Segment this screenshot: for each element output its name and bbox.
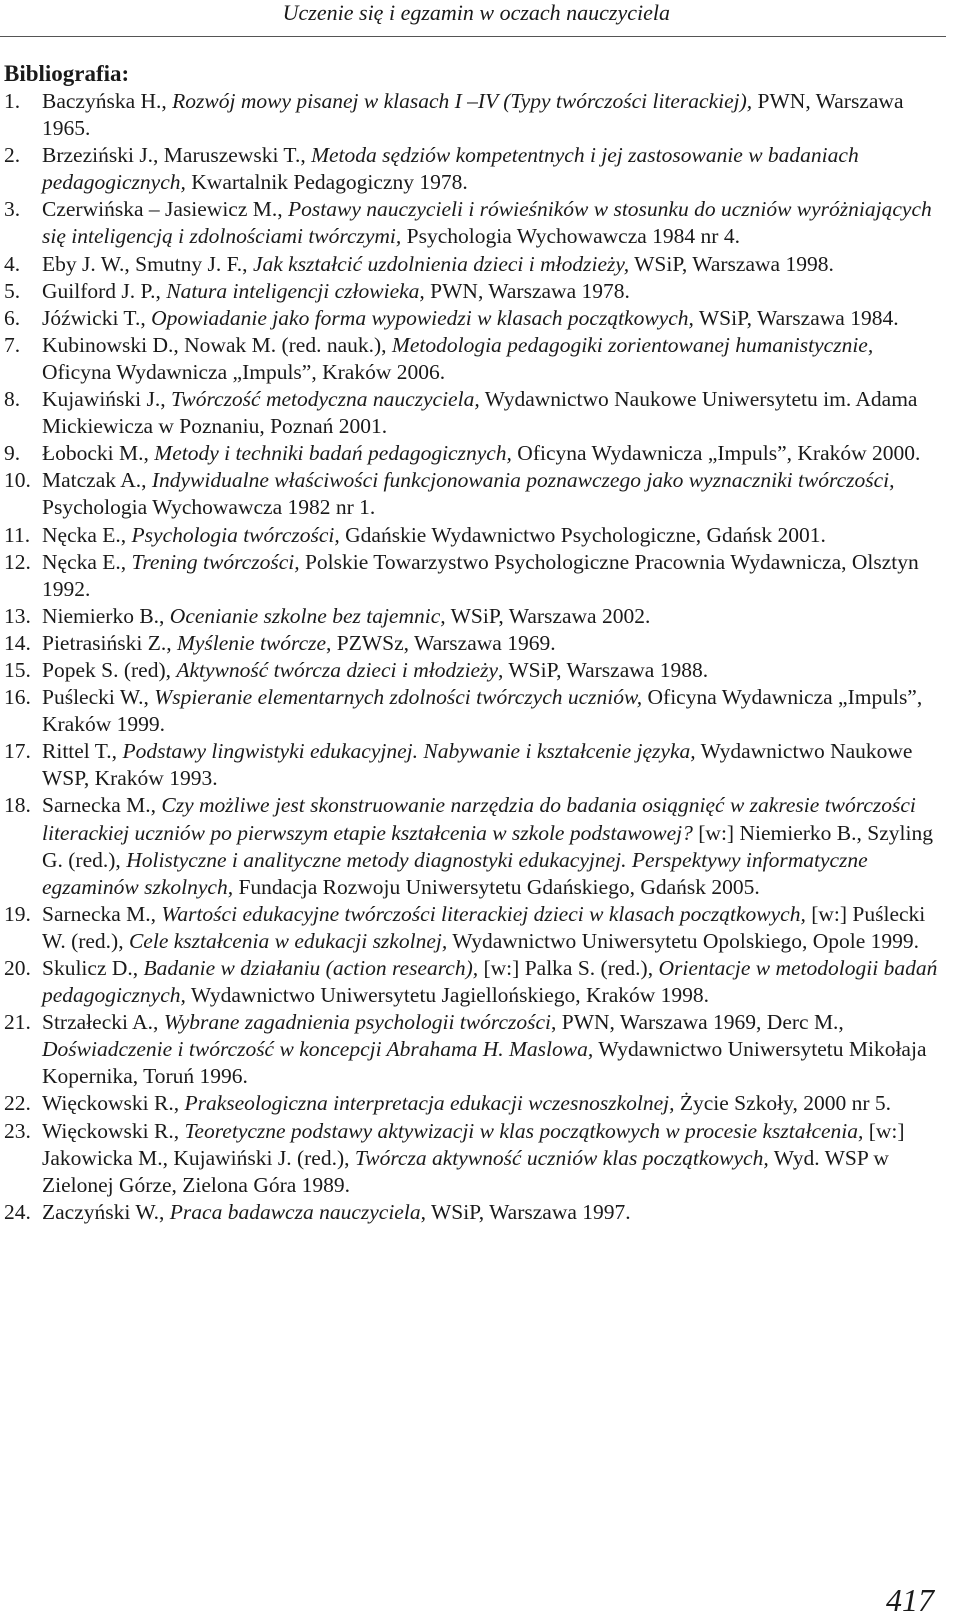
entry-text: Rittel T., [42,739,123,764]
page-number: 417 [886,1582,934,1618]
entry-text: [w:] Jakowicka M., Kujawiński J. (red.), [42,1118,905,1170]
bibliography-section [4,60,942,1226]
entry-text: Wyd. WSP w Zielonej Górze, Zielona Góra 1989. [42,1145,889,1197]
entry-text: WSiP, Warszawa 1984. [693,305,899,330]
bibliography-entry [4,1090,942,1117]
bibliography-entry [4,792,942,900]
bibliography-entry [4,549,942,603]
entry-text: Fundacja Rozwoju Uniwersytetu Gdańskiego, Gdańsk 2005. [233,874,760,899]
bibliography-entry [4,522,942,549]
entry-title-italic: Prakseologiczna interpretacja edukacji wczesnoszkolnej, [184,1091,675,1116]
entry-number: 11. [4,522,31,547]
bibliography-entry [4,657,942,684]
entry-text: Wydawnictwo Uniwersytetu Mikołaja Kopernika, Toruń 1996. [42,1037,927,1089]
entry-number: 10. [4,468,31,493]
entry-text: , PWN, Warszawa 1969, Derc M., [550,1010,844,1035]
bibliography-entry [4,684,942,738]
entry-number: 8. [4,387,21,412]
entry-text: Oficyna Wydawnicza „Impuls”, Kraków 2000. [511,441,921,466]
entry-title-italic: Badanie w działaniu (action research), [143,956,479,980]
bibliography-entry [4,440,942,467]
entry-number: 17. [4,739,31,764]
entry-text: , PZWSz, Warszawa 1969. [326,630,556,655]
entry-text: Wydawnictwo Naukowe WSP, Kraków 1993. [42,739,913,791]
bibliography-entry [4,1009,942,1090]
entry-text: Polskie Towarzystwo Psychologiczne Pracownia Wydawnicza, Olsztyn 1992. [42,549,919,601]
entry-text: [w:] Niemierko B., Szyling G. (red.), [42,820,933,872]
entry-title-italic: Metodologia pedagogiki zorientowanej humanistycznie, [391,332,874,357]
entry-text: PWN, Warszawa 1965. [42,89,904,141]
entry-text: Pietrasiński Z., [42,630,177,655]
running-header: Uczenie się i egzamin w oczach nauczyciela [282,0,670,25]
entry-text: Oficyna Wydawnicza „Impuls”, Kraków 1999. [42,685,923,737]
bibliography-heading: Bibliografia: [4,61,130,86]
entry-text: [w:] Palka S. (red.), [478,956,659,980]
bibliography-entry [4,738,942,792]
entry-text: Puślecki W., [42,685,155,710]
entry-number: 5. [4,278,21,303]
entry-title-italic: Doświadczenie i twórczość w koncepcji Abrahama H. Maslowa, [42,1037,594,1062]
bibliography-list [4,88,942,1226]
entry-text: Psychologia Wychowawcza 1982 nr 1. [42,495,376,520]
entry-text: WSiP, Warszawa 2002. [445,603,651,628]
entry-text: Brzeziński J., Maruszewski T., [42,143,312,168]
entry-number: 6. [4,305,21,330]
entry-title-italic: Czy możliwe jest skonstruowanie narzędzia do badania osiągnięć w zakresie twórczości literackiej uczniów po pierwszym etapie kształcenia w szkole podstawowej? [42,793,916,845]
entry-title-italic: Podstawy lingwistyki edukacyjnej. Nabywanie i kształcenie języka, [122,739,696,764]
bibliography-entry [4,386,942,440]
entry-title-italic: Wybrane zagadnienia psychologii twórczości [163,1010,551,1035]
entry-number: 13. [4,603,31,628]
entry-title-italic: Natura inteligencji człowieka, [166,278,425,303]
entry-number: 22. [4,1091,31,1116]
bibliography-entry [4,467,942,521]
entry-text: Jóźwicki T., [42,305,152,330]
entry-text: Sarnecka M., [42,793,162,818]
bibliography-entry [4,1199,942,1226]
entry-text: PWN, Warszawa 1978. [424,278,630,303]
entry-title-italic: Twórczość metodyczna nauczyciela, [171,387,480,412]
entry-number: 14. [4,630,31,655]
entry-title-italic: Rozwój mowy pisanej w klasach I –IV (Typy twórczości literackiej), [172,89,753,113]
entry-title-italic: Indywidualne właściwości funkcjonowania poznawczego jako wyznaczniki twórczości, [151,468,895,493]
entry-title-italic: Opowiadanie jako forma wypowiedzi w klasach początkowych, [151,305,694,330]
entry-text: Kujawiński J., [42,387,171,412]
entry-title-italic: Ocenianie szkolne bez tajemnic, [169,603,446,628]
entry-text: Eby J. W., Smutny J. F., [42,251,253,276]
bibliography-entry [4,251,942,278]
entry-text: Łobocki M., [42,441,155,466]
entry-text: Wydawnictwo Uniwersytetu Opolskiego, Opole 1999. [447,928,920,953]
entry-text: Nęcka E., [42,549,132,574]
entry-title-italic: Jak kształcić uzdolnienia dzieci i młodzieży, [252,251,630,276]
entry-text: Strzałecki A., [42,1010,164,1035]
header-rule [0,36,946,37]
entry-text: Psychologia Wychowawcza 1984 nr 4. [401,224,740,249]
entry-title-italic: Wspieranie elementarnych zdolności twórczych uczniów, [154,685,643,710]
entry-text: Sarnecka M., [42,901,162,926]
entry-title-italic: Orientacje w metodologii badań pedagogicznych, [42,956,938,1008]
entry-text: , WSiP, Warszawa 1997. [420,1199,631,1224]
entry-text: Życie Szkoły, 2000 nr 5. [674,1091,892,1116]
entry-number: 3. [4,197,21,222]
entry-text: Więckowski R., [42,1091,185,1116]
entry-number: 21. [4,1010,31,1035]
entry-text: Czerwińska – Jasiewicz M., [42,197,288,222]
entry-title-italic: Metody i techniki badań pedagogicznych, [154,441,512,466]
entry-title-italic: Cele kształcenia w edukacji szkolnej, [128,928,448,953]
entry-title-italic: Aktywność twórcza dzieci i młodzieży [176,657,499,682]
entry-title-italic: Twórcza aktywność uczniów klas początkowych, [354,1145,769,1170]
bibliography-entry [4,196,942,250]
entry-title-italic: Wartości edukacyjne twórczości literackiej dzieci w klasach początkowych, [161,901,806,926]
bibliography-entry [4,630,942,657]
bibliography-entry [4,901,942,955]
bibliography-entry [4,955,942,1009]
entry-number: 4. [4,251,21,276]
entry-text: Baczyńska H., [42,89,173,113]
entry-text: Kwartalnik Pedagogiczny 1978. [185,170,468,195]
entry-text: Gdańskie Wydawnictwo Psychologiczne, Gdańsk 2001. [339,522,826,547]
entry-text: Kubinowski D., Nowak M. (red. nauk.), [42,332,392,357]
bibliography-entry [4,305,942,332]
entry-number: 15. [4,657,31,682]
entry-text: Wydawnictwo Uniwersytetu Jagiellońskiego, Kraków 1998. [185,983,710,1008]
bibliography-entry [4,88,942,142]
entry-number: 12. [4,549,31,574]
entry-title-italic: Holistyczne i analityczne metody diagnostyki edukacyjnej. Perspektywy informatyczne egzaminów szkolnych, [42,847,868,899]
entry-text: Matczak A., [42,468,152,493]
entry-text: Niemierko B., [42,603,170,628]
entry-number: 24. [4,1199,31,1224]
bibliography-entry [4,1118,942,1199]
entry-text: Nęcka E., [42,522,132,547]
entry-text: Oficyna Wydawnicza „Impuls”, Kraków 2006. [42,359,446,384]
entry-number: 18. [4,793,31,818]
entry-number: 20. [4,956,31,980]
entry-text: Więckowski R., [42,1118,185,1143]
entry-number: 19. [4,901,31,926]
entry-title-italic: Myślenie twórcze [176,630,327,655]
entry-text: Zaczyński W., [42,1199,170,1224]
entry-text: Popek S. (red), [42,657,177,682]
entry-number: 7. [4,332,21,357]
bibliography-entry [4,142,942,196]
entry-number: 2. [4,143,21,168]
entry-title-italic: Psychologia twórczości, [131,522,340,547]
entry-title-italic: Praca badawcza nauczyciela [169,1199,421,1224]
entry-number: 1. [4,89,21,113]
entry-number: 16. [4,685,31,710]
bibliography-entry [4,278,942,305]
entry-title-italic: Postawy nauczycieli i rówieśników w stosunku do uczniów wyróżniających się inteligencją i zdolnościami twórczymi, [42,197,932,249]
entry-text: Wydawnictwo Naukowe Uniwersytetu im. Adama Mickiewicza w Poznaniu, Poznań 2001. [42,387,918,439]
bibliography-entry [4,332,942,386]
entry-text: Guilford J. P., [42,278,167,303]
entry-text: WSiP, Warszawa 1998. [629,251,834,276]
bibliography-entry [4,603,942,630]
entry-text: , WSiP, Warszawa 1988. [498,657,709,682]
entry-text: [w:] Puślecki W. (red.), [42,901,926,953]
entry-title-italic: Teoretyczne podstawy aktywizacji w klas początkowych w procesie kształcenia, [184,1118,864,1143]
entry-number: 23. [4,1118,31,1143]
entry-title-italic: Metoda sędziów kompetentnych i jej zastosowanie w badaniach pedagogicznych, [42,143,859,195]
entry-text: Skulicz D., [42,956,144,980]
entry-title-italic: Trening twórczości, [131,549,300,574]
entry-number: 9. [4,441,21,466]
